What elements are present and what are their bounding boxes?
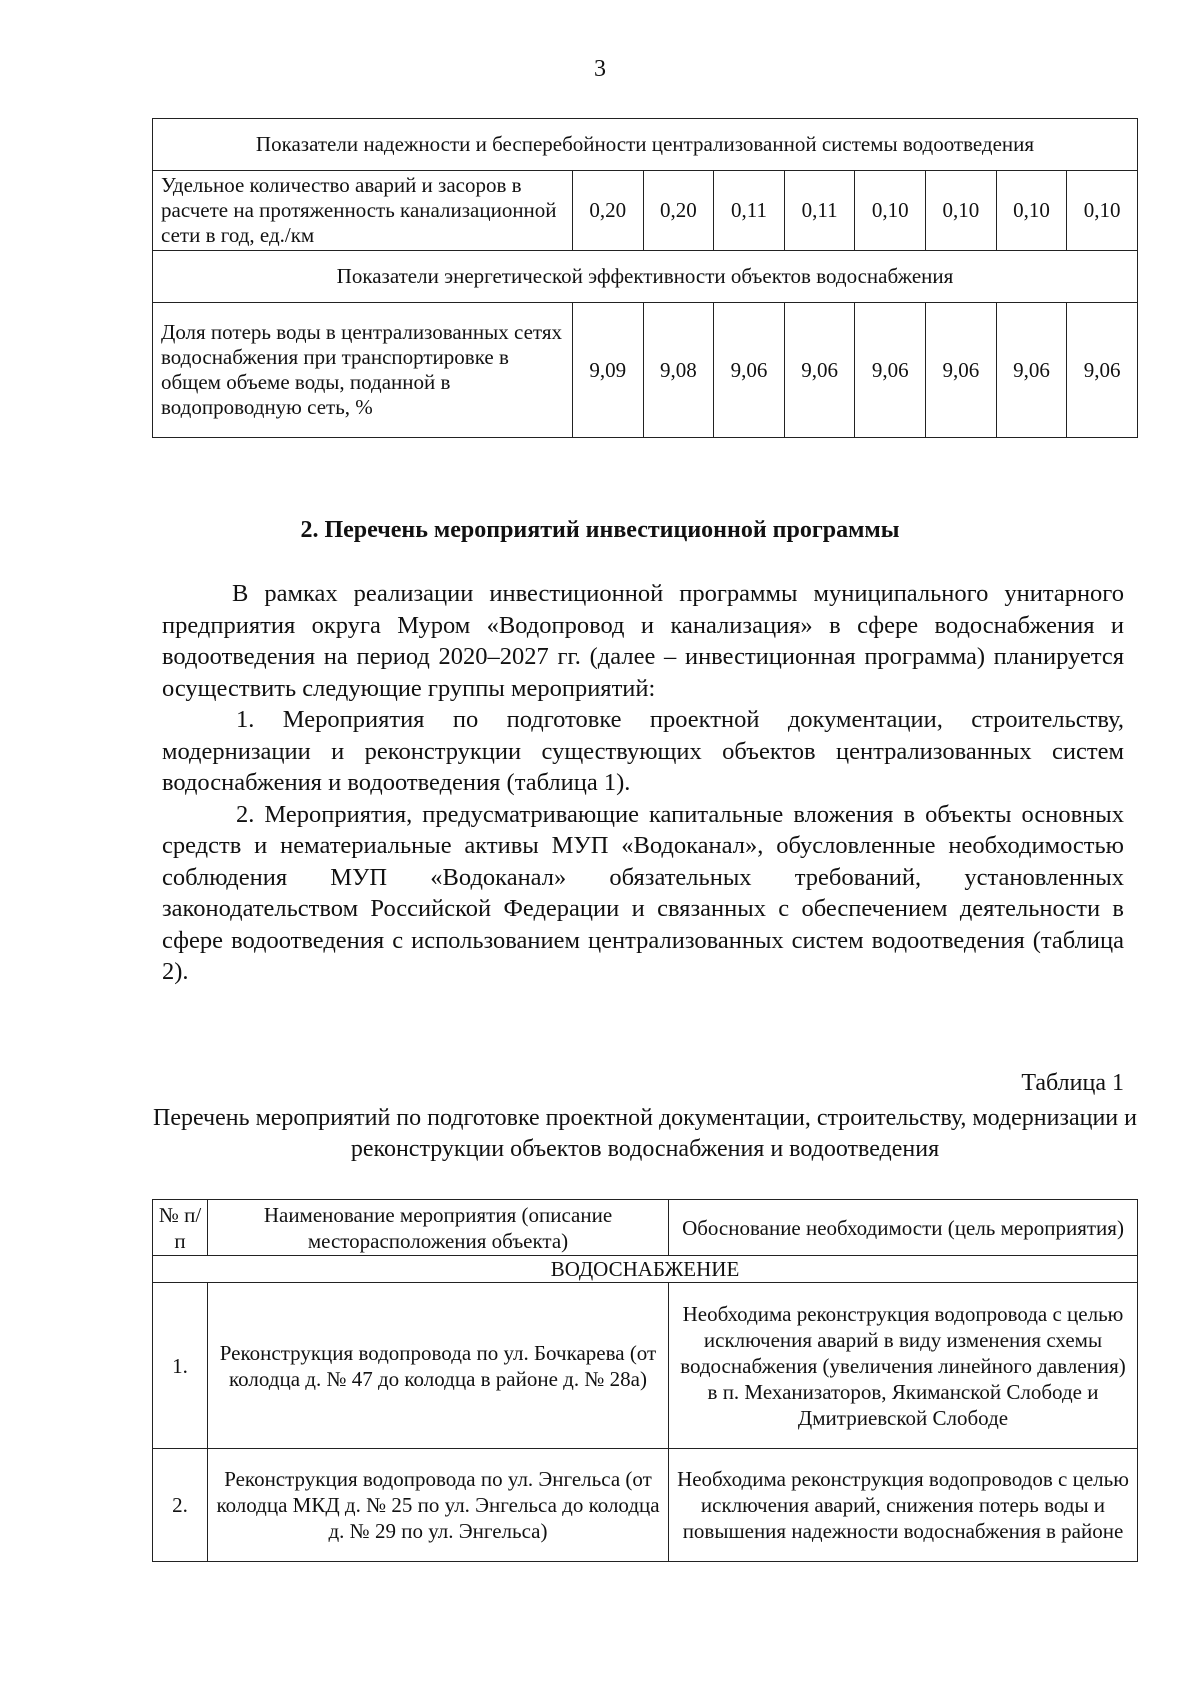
row-name: Реконструкция водопровода по ул. Бочкарева (от колодца д. № 47 до колодца в районе д. № 28а) <box>208 1283 669 1449</box>
indicator-value: 9,06 <box>926 303 997 438</box>
row-num: 1. <box>153 1283 208 1449</box>
page-number: 3 <box>594 56 606 82</box>
indicator-label: Удельное количество аварий и засоров в расчете на протяженность канализационной сети в год, ед./км <box>153 171 573 251</box>
indicator-value: 9,09 <box>572 303 643 438</box>
intro-paragraph: В рамках реализации инвестиционной программы муниципального унитарного предприятия округа Муром «Водопровод и канализация» в сфере водоснабжения и водоотведения на период 2020–2027 гг. (далее – инвестиционная программа) планируется осуществить следующие группы мероприятий: <box>162 580 1124 702</box>
row-num: 2. <box>153 1449 208 1562</box>
row-name: Реконструкция водопровода по ул. Энгельса (от колодца МКД д. № 25 по ул. Энгельса до колодца д. № 29 по ул. Энгельса) <box>208 1449 669 1562</box>
indicator-value: 0,10 <box>926 171 997 251</box>
indicator-value: 0,20 <box>643 171 714 251</box>
indicator-value: 0,11 <box>714 171 785 251</box>
indicators-section-row <box>153 251 1138 303</box>
table-caption: Перечень мероприятий по подготовке проектной документации, строительству, модернизации и реконструкции объектов водоснабжения и водоотведения <box>153 1105 1137 1162</box>
indicator-value: 0,10 <box>1067 171 1138 251</box>
indicators-data-row <box>153 303 1138 438</box>
indicator-value: 9,06 <box>855 303 926 438</box>
indicators-data-row <box>153 171 1138 251</box>
group-label: ВОДОСНАБЖЕНИЕ <box>153 1256 1138 1283</box>
indicator-value: 0,10 <box>996 171 1067 251</box>
indicator-value: 9,06 <box>714 303 785 438</box>
table-number: Таблица 1 <box>1021 1070 1124 1096</box>
table-header-row <box>153 1200 1138 1256</box>
indicator-value: 0,10 <box>855 171 926 251</box>
section-body <box>162 578 1124 988</box>
indicator-value: 9,06 <box>996 303 1067 438</box>
header-num: № п/п <box>153 1200 208 1256</box>
indicator-value: 0,11 <box>784 171 855 251</box>
header-name: Наименование мероприятия (описание месторасположения объекта) <box>208 1200 669 1256</box>
table-row <box>153 1283 1138 1449</box>
indicator-label: Доля потерь воды в централизованных сетях водоснабжения при транспортировке в общем объеме воды, поданной в водопроводную сеть, % <box>153 303 573 438</box>
indicators-section-title: Показатели энергетической эффективности объектов водоснабжения <box>153 251 1138 303</box>
indicators-section-title: Показатели надежности и бесперебойности централизованной системы водоотведения <box>153 119 1138 171</box>
header-reason: Обоснование необходимости (цель мероприятия) <box>669 1200 1138 1256</box>
section-title: 2. Перечень мероприятий инвестиционной программы <box>300 517 900 543</box>
list-item: 1. Мероприятия по подготовке проектной документации, строительству, модернизации и реконструкции существующих объектов централизованных систем водоснабжения и водоотведения (таблица 1). <box>162 706 1124 796</box>
indicator-value: 0,20 <box>572 171 643 251</box>
table-row <box>153 1449 1138 1562</box>
row-reason: Необходима реконструкция водопровода с целью исключения аварий в виду изменения схемы водоснабжения (увеличения линейного давления) в п. Механизаторов, Якиманской Слободе и Дмитриевской Слободе <box>669 1283 1138 1449</box>
group-row <box>153 1256 1138 1283</box>
indicator-value: 9,06 <box>1067 303 1138 438</box>
indicators-table <box>152 118 1138 438</box>
indicators-section-row <box>153 119 1138 171</box>
row-reason: Необходима реконструкция водопроводов с целью исключения аварий, снижения потерь воды и повышения надежности водоснабжения в районе <box>669 1449 1138 1562</box>
indicator-value: 9,08 <box>643 303 714 438</box>
measures-table <box>152 1199 1138 1562</box>
indicator-value: 9,06 <box>784 303 855 438</box>
list-item: 2. Мероприятия, предусматривающие капитальные вложения в объекты основных средств и нематериальные активы МУП «Водоканал», обусловленные необходимостью соблюдения МУП «Водоканал» обязательных требований, установленных законодательством Российской Федерации и связанных с обеспечением деятельности в сфере водоотведения с использованием централизованных систем водоотведения (таблица 2). <box>162 800 1124 985</box>
